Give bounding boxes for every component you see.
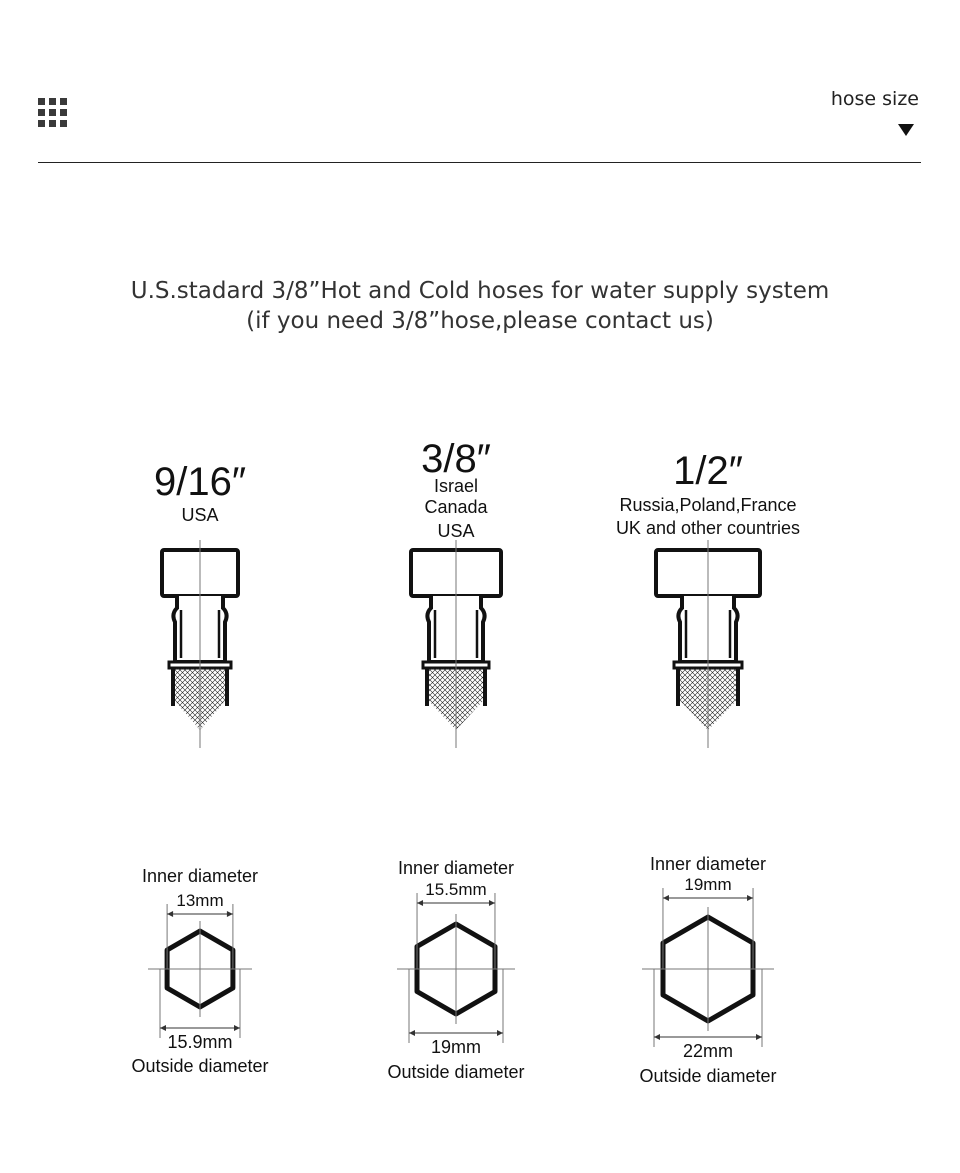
fitting-region-label: USA	[437, 521, 475, 541]
inner-diameter-label: Inner diameter	[649, 854, 767, 874]
grid-icon[interactable]	[38, 98, 68, 128]
inner-diameter-label: Inner diameter	[397, 858, 515, 878]
fitting-column-3	[616, 449, 800, 1086]
fitting-size-label: 3/8″	[421, 437, 491, 481]
inner-diameter-value: 19mm	[684, 875, 732, 894]
outer-diameter-label: Outside diameter	[131, 1056, 269, 1076]
fitting-column-1	[131, 460, 268, 1076]
outer-diameter-label: Outside diameter	[387, 1062, 525, 1082]
hose-size-menu[interactable]: hose size	[830, 88, 919, 110]
fitting-region-label: UK and other countries	[615, 518, 801, 538]
fitting-region-label: Israel	[433, 476, 479, 496]
inner-diameter-value: 15.5mm	[425, 880, 487, 899]
inner-diameter-label: Inner diameter	[141, 866, 259, 886]
page-heading: U.S.stadard 3/8”Hot and Cold hoses for water supply system	[130, 278, 830, 304]
outer-diameter-value: 22mm	[682, 1041, 734, 1061]
fitting-size-label: 9/16″	[153, 460, 247, 504]
inner-diameter-value: 13mm	[176, 891, 224, 910]
caret-down-icon[interactable]	[898, 124, 914, 136]
outer-diameter-value: 19mm	[430, 1037, 482, 1057]
fitting-column-2	[387, 437, 524, 1082]
fitting-region-label: Canada	[424, 497, 488, 517]
fitting-size-label: 1/2″	[673, 449, 743, 493]
top-bar	[0, 0, 960, 163]
page-subheading: (if you need 3/8”hose,please contact us)	[246, 308, 714, 334]
fitting-region-label: USA	[181, 505, 219, 525]
outer-diameter-label: Outside diameter	[639, 1066, 777, 1086]
fitting-region-label: Russia,Poland,France	[619, 495, 797, 515]
header-divider	[38, 162, 921, 163]
outer-diameter-value: 15.9mm	[167, 1032, 233, 1052]
hose-fitting-diagram	[0, 420, 960, 1120]
